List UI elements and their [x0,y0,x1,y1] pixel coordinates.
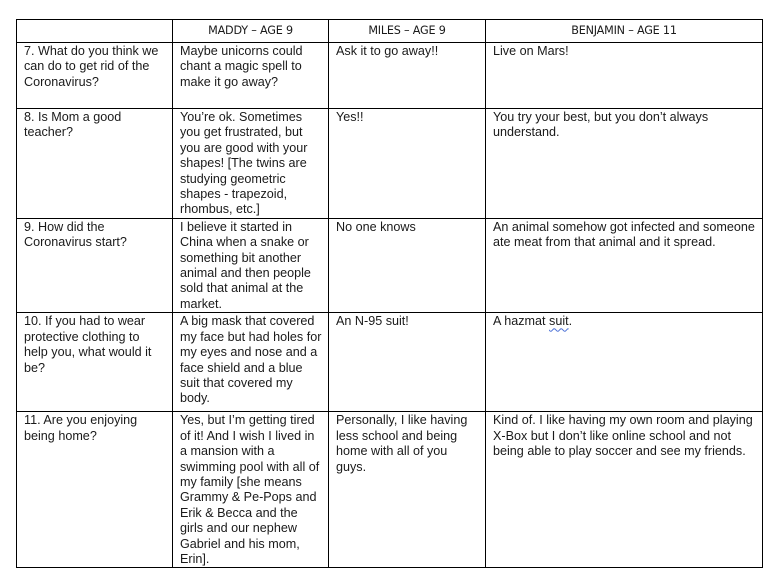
question-cell: 11. Are you enjoying being home? [17,412,173,568]
benjamin-answer: An animal somehow got infected and someone ate meat from that animal and it spread. [486,218,763,312]
table-row [17,43,763,109]
maddy-answer: Maybe unicorns could chant a magic spell to make it go away? [173,43,329,109]
benjamin-answer: Kind of. I like having my own room and playing X-Box but I don’t like online school and not being able to play soccer and see my friends. [486,412,763,568]
benjamin-answer: Live on Mars! [486,43,763,109]
table-row [17,109,763,219]
question-cell: 7. What do you think we can do to get rid of the Coronavirus? [17,43,173,109]
maddy-answer: Yes, but I’m getting tired of it! And I wish I lived in a mansion with a swimming pool with all of my family [she means Grammy & Pe-Pops and Erik & Becca and the girls and our nephew Gabriel and his mom, Erin]. [173,412,329,568]
maddy-answer: A big mask that covered my face but had holes for my eyes and nose and a face shield and a blue suit that covered my body. [173,313,329,412]
miles-answer: No one knows [329,218,486,312]
header-benjamin: BENJAMIN – AGE 11 [486,20,763,43]
table-row [17,313,763,412]
question-cell: 10. If you had to wear protective clothing to help you, what would it be? [17,313,173,412]
header-question [17,20,173,43]
question-cell: 8. Is Mom a good teacher? [17,109,173,219]
header-row [17,20,763,43]
miles-answer: Ask it to go away!! [329,43,486,109]
table-row [17,218,763,312]
header-maddy: MADDY – AGE 9 [173,20,329,43]
benjamin-answer [486,313,763,412]
miles-answer: Personally, I like having less school and being home with all of you guys. [329,412,486,568]
miles-answer: Yes!! [329,109,486,219]
benjamin-answer-suffix: . [568,314,573,329]
miles-answer: An N-95 suit! [329,313,486,412]
interview-table [16,19,763,568]
maddy-answer: I believe it started in China when a snake or something bit another animal and then people sold that animal at the market. [173,218,329,312]
question-cell: 9. How did the Coronavirus start? [17,218,173,312]
header-miles: MILES – AGE 9 [329,20,486,43]
benjamin-answer: You try your best, but you don’t always understand. [486,109,763,219]
table-row [17,412,763,568]
spellcheck-flagged-word[interactable]: suit [549,314,569,329]
maddy-answer: You’re ok. Sometimes you get frustrated, but you are good with your shapes! [The twins are studying geometric shapes - trapezoid, rhombus, etc.] [173,109,329,219]
benjamin-answer-prefix: A hazmat [493,314,550,329]
